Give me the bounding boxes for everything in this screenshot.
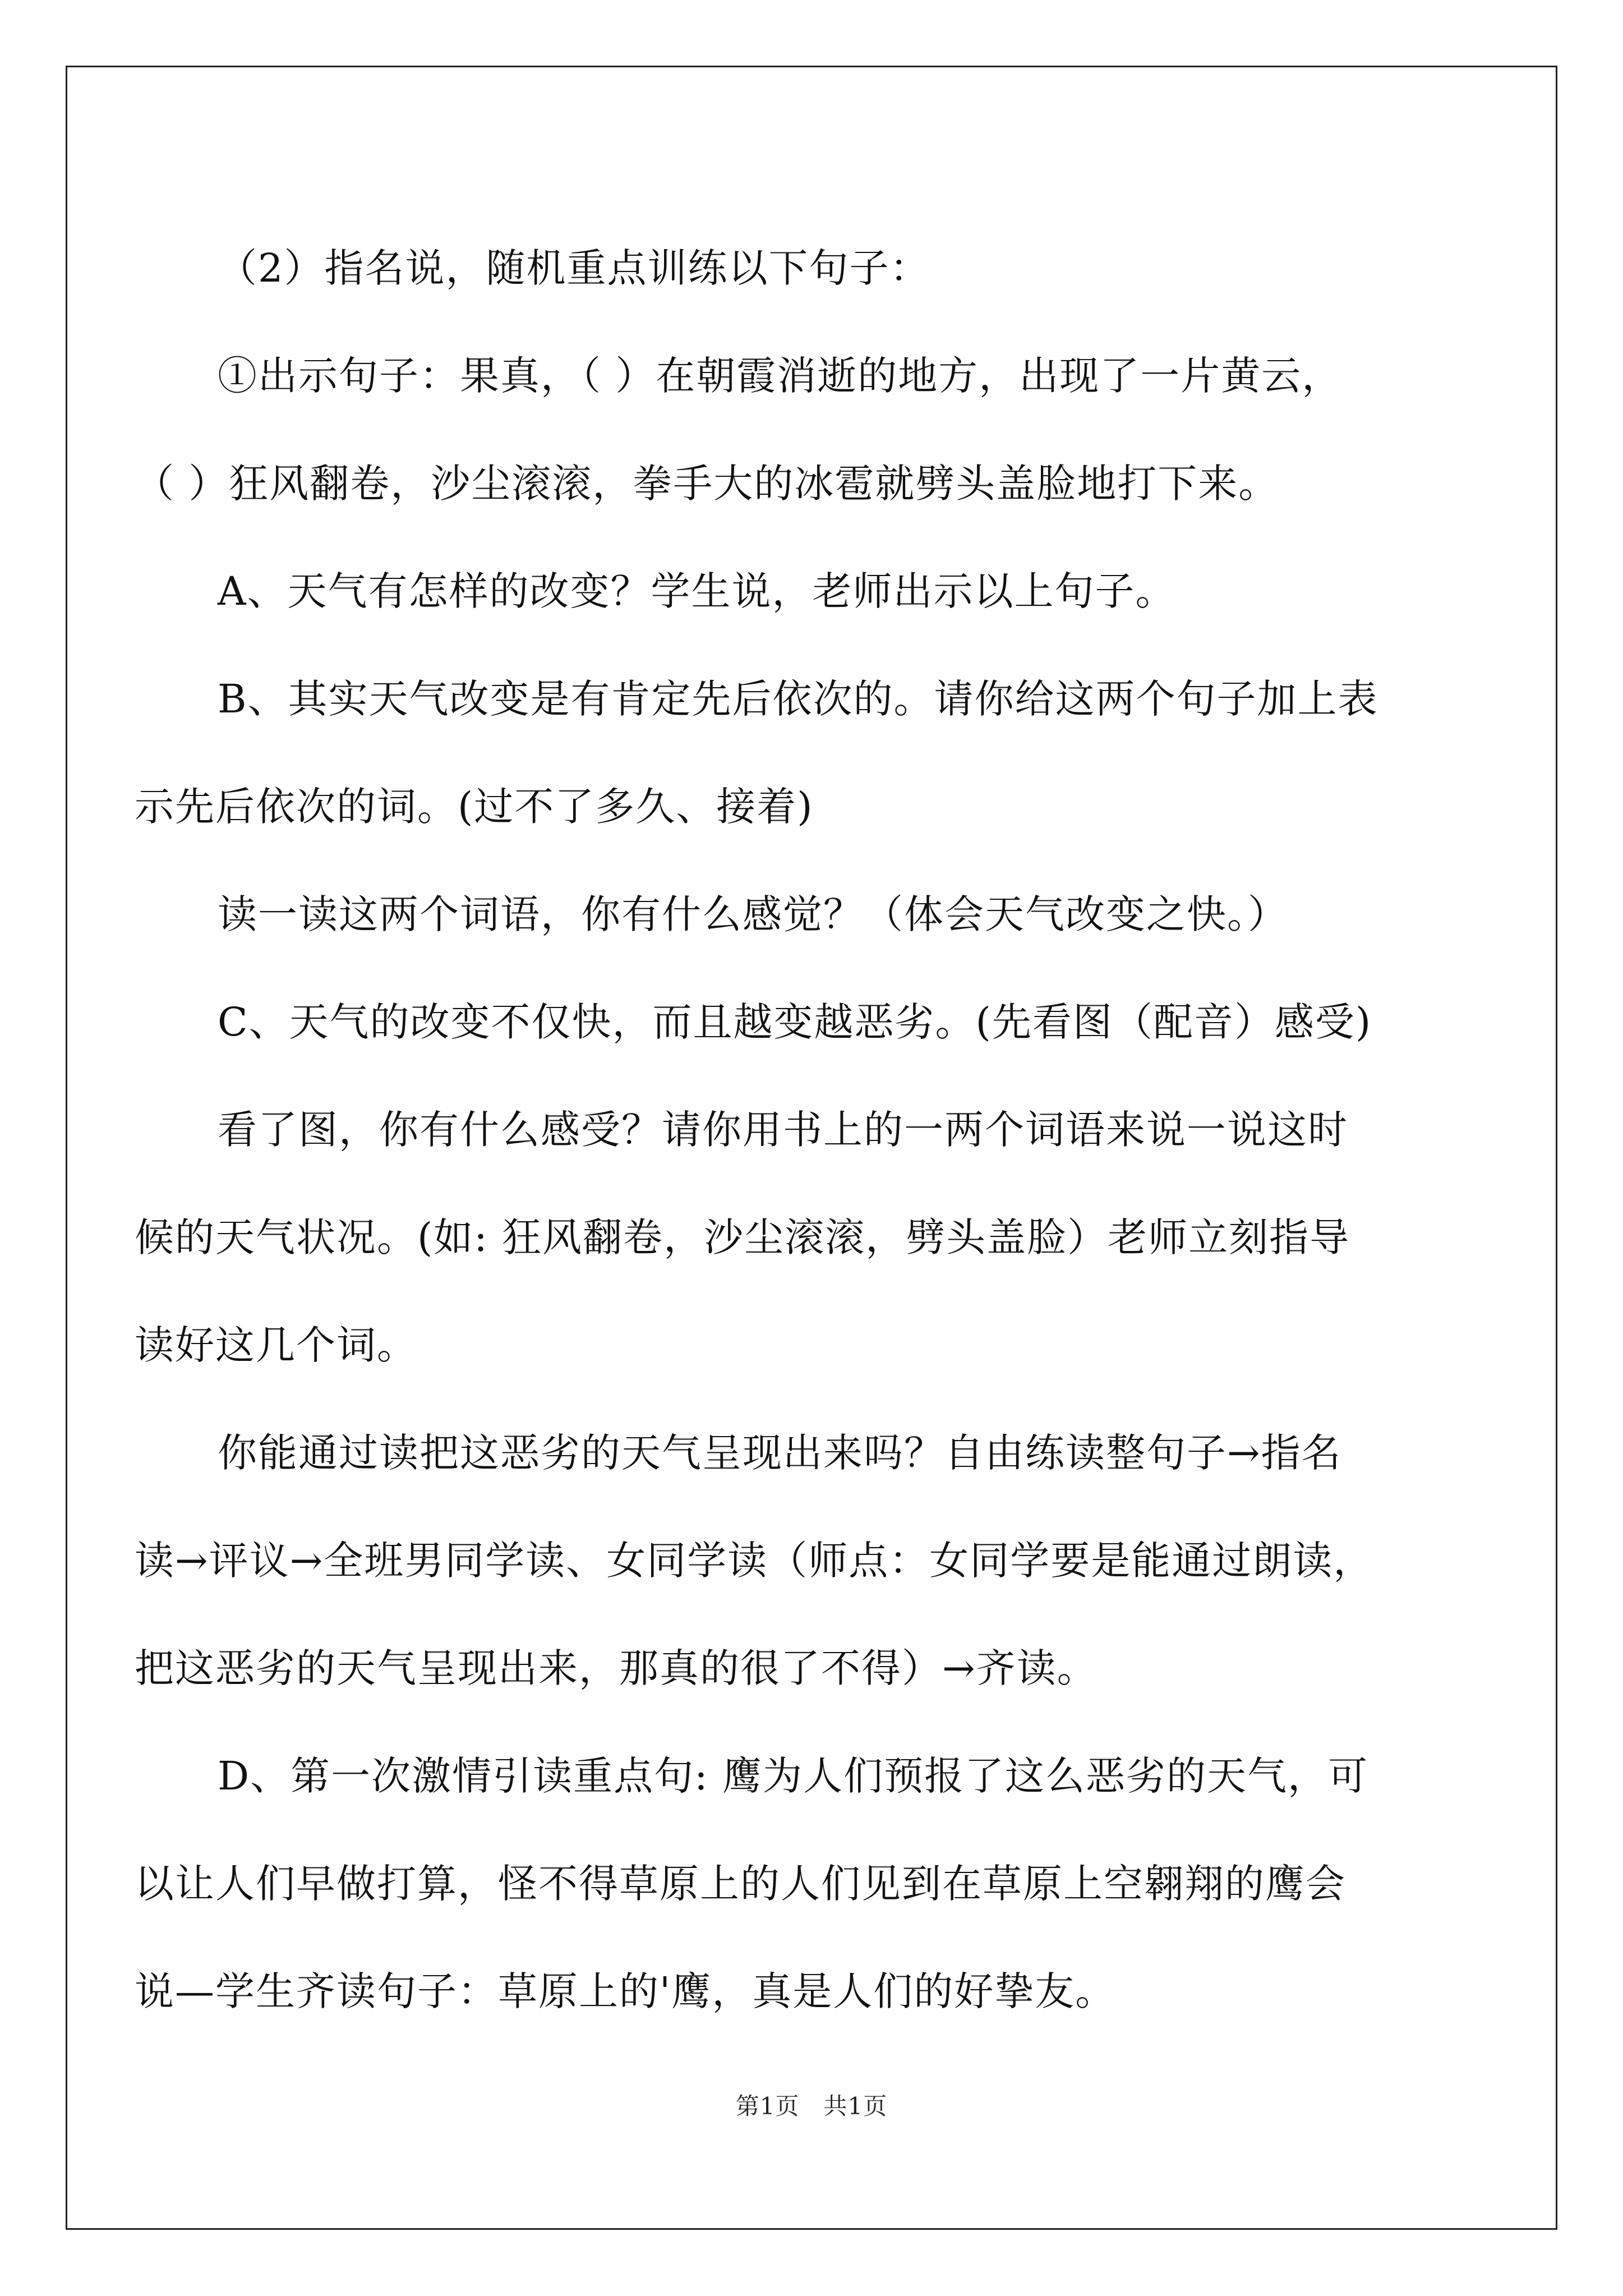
paragraph-line: 示先后依次的词。(过不了多久、接着) [135,784,814,830]
paragraph-line: 候的天气状况。(如: 狂风翻卷，沙尘滚滚，劈头盖脸）老师立刻指导 [135,1214,1350,1260]
page-footer: 第1页 共1页 [735,2092,888,2120]
paragraph-line: D、第一次激情引读重点句: 鹰为人们预报了这么恶劣的天气，可 [218,1753,1368,1799]
paragraph-4 [135,645,1378,861]
paragraph-line: 看了图，你有什么感受？请你用书上的一两个词语来说一说这时 [218,1107,1348,1153]
paragraph-8 [135,1399,1374,1722]
paragraph-line: 读好这几个词。 [135,1322,417,1368]
paragraph-line: B、其实天气改变是有肯定先后依次的。请你给这两个句子加上表 [218,676,1378,722]
paragraph-3 [135,537,1357,645]
paragraph-2 [135,322,1357,537]
paragraph-line: （ ）狂风翻卷，沙尘滚滚，拳手大的冰雹就劈头盖脸地打下来。 [135,461,1279,507]
paragraph-line: 以让人们早做打算，怪不得草原上的人们见到在草原上空翱翔的鹰会 [135,1861,1346,1907]
paragraph-7 [135,1076,1357,1399]
paragraph-9 [135,1722,1368,2045]
paragraph-line: 说—学生齐读句子：草原上的'鹰，真是人们的好挚友。 [135,1968,1116,2014]
paragraph-line: 把这恶劣的天气呈现出来，那真的很了不得）→齐读。 [135,1645,1098,1691]
paragraph-line: （2）指名说，随机重点训练以下句子： [218,245,930,291]
paragraph-line: ①出示句子：果真，（ ）在朝霞消逝的地方，出现了一片黄云， [218,353,1343,399]
paragraph-line: 读一读这两个词语，你有什么感觉？（体会天气改变之快。） [218,891,1288,937]
paragraph-line: C、天气的改变不仅快，而且越变越恶劣。(先看图（配音）感受) [218,999,1372,1045]
paragraph-5 [135,861,1357,968]
paragraph-6 [135,968,1372,1076]
paragraph-line: A、天气有怎样的改变？学生说，老师出示以上句子。 [218,568,1176,614]
paragraph-line: 读→评议→全班男同学读、女同学读（师点：女同学要是能通过朗读， [135,1538,1374,1584]
paragraph-1 [135,214,1357,322]
paragraph-line: 你能通过读把这恶劣的天气呈现出来吗？自由练读整句子→指名 [218,1430,1342,1476]
